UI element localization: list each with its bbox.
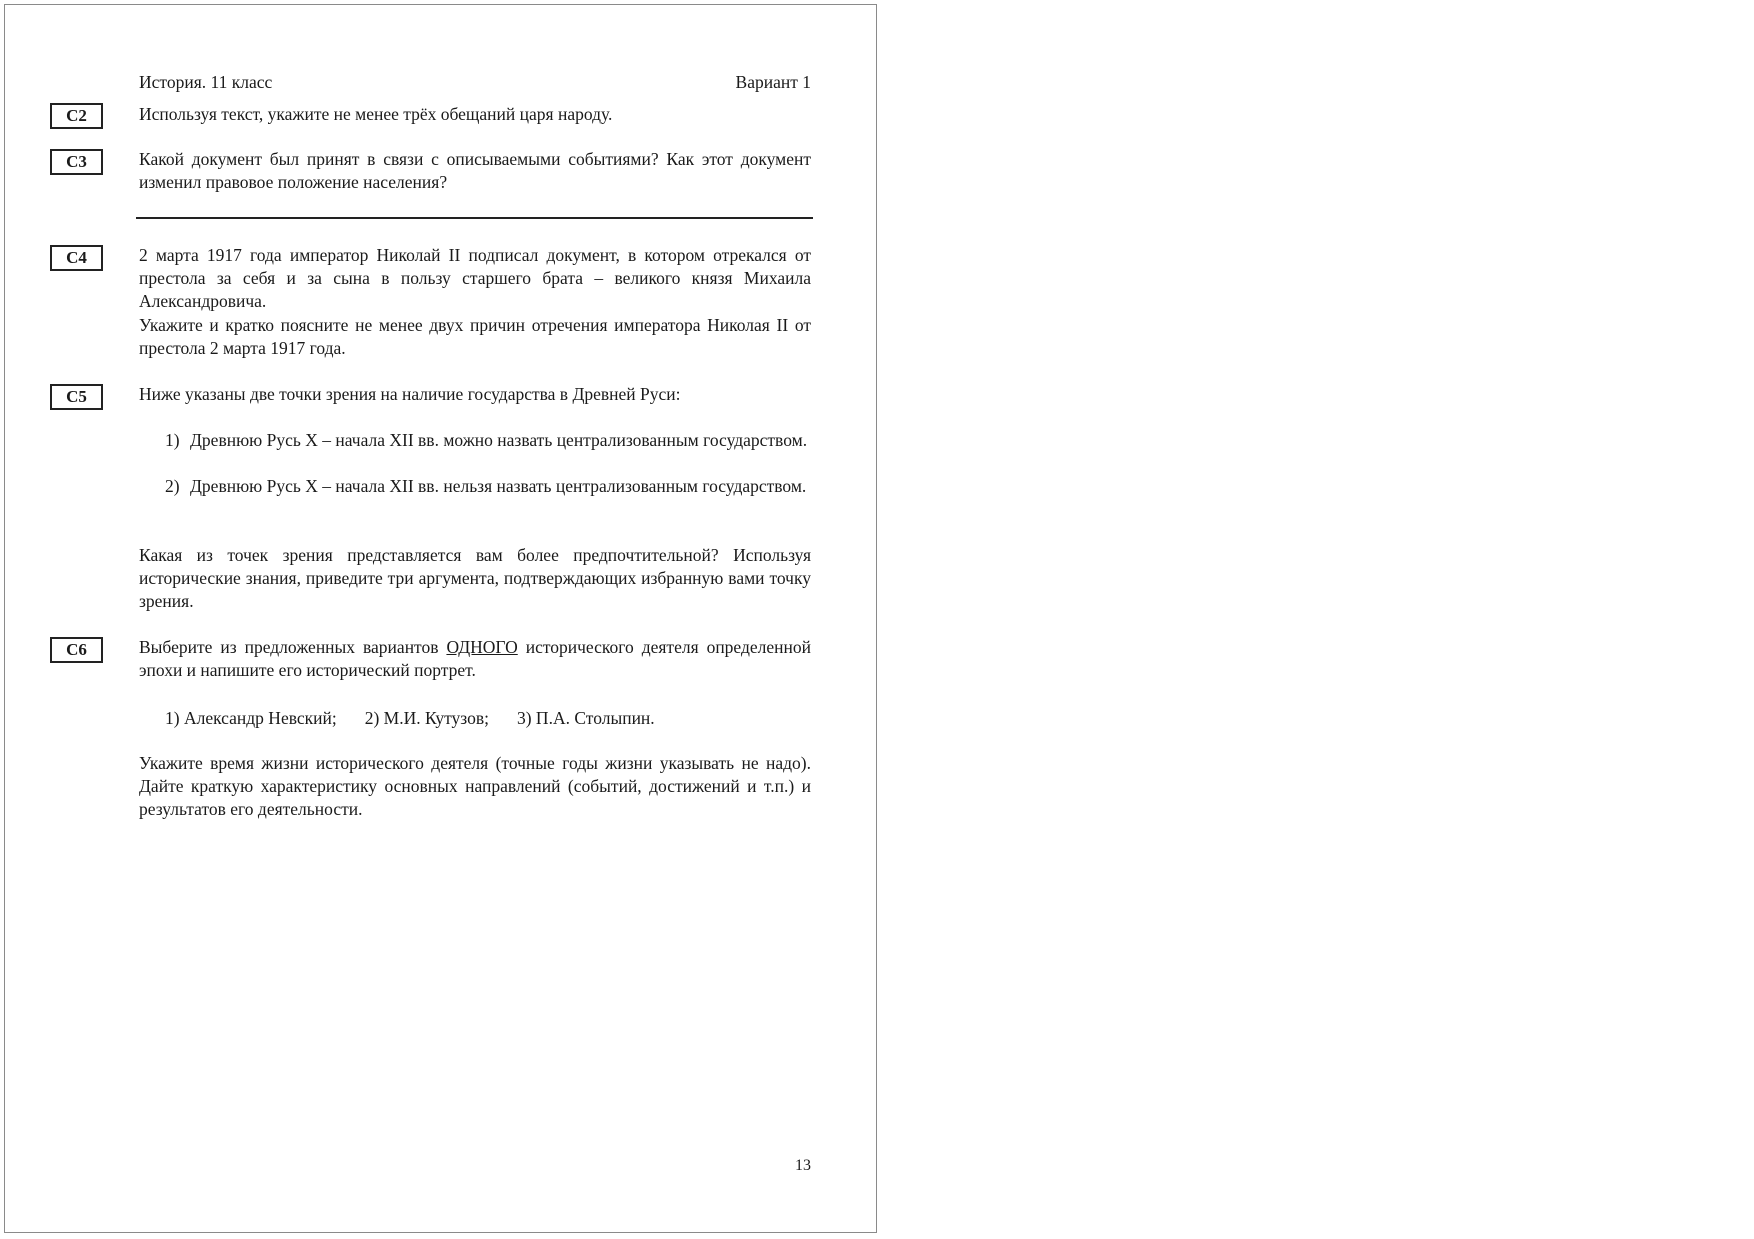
task-c2-text: Используя текст, укажите не менее трёх обещаний царя народу. [139, 104, 613, 124]
list-item-number: 1) [165, 430, 180, 450]
task-c6-text-start: Выберите из предложенных вариантов [139, 637, 447, 657]
task-label-c6: C6 [50, 637, 103, 663]
task-label-c2: C2 [50, 103, 103, 129]
task-c3-text: Какой документ был принят в связи с описываемыми событиями? Как этот документ изменил правовое положение населения? [139, 149, 811, 192]
candidate-item: 2) М.И. Кутузов; [364, 708, 489, 728]
exam-page [4, 4, 877, 1233]
task-label-c5: C5 [50, 384, 103, 410]
list-item [165, 475, 811, 498]
list-item-text: Древнюю Русь X – начала XII вв. можно назвать централизованным государством. [190, 430, 808, 450]
task-c4-question: Укажите и кратко поясните не менее двух причин отречения императора Николая II от престола 2 марта 1917 года. [139, 315, 811, 358]
task-label-c3: C3 [50, 149, 103, 175]
task-c5-question: Какая из точек зрения представляется вам более предпочтительной? Используя исторические знания, приведите три аргумента, подтверждающих избранную вами точку зрения. [139, 545, 811, 611]
answer-line [136, 217, 813, 219]
candidate-list [165, 707, 683, 730]
page-number: 13 [795, 1157, 811, 1174]
task-c6-emphasis: ОДНОГО [446, 637, 518, 657]
list-item-text: Древнюю Русь X – начала XII вв. нельзя назвать централизованным государством. [190, 476, 807, 496]
task-c5-intro: Ниже указаны две точки зрения на наличие государства в Древней Руси: [139, 384, 681, 404]
task-c4-text: 2 марта 1917 года император Николай II подписал документ, в котором отрекался от престола за себя и за сына в пользу старшего брата – великого князя Михаила Александровича. [139, 245, 811, 311]
task-c6-text-end: исторического деятеля определенной эпохи и напишите его исторический портрет. [139, 637, 811, 680]
candidate-item: 1) Александр Невский; [165, 708, 337, 728]
task-c6-text [139, 636, 811, 682]
header-subject: История. 11 класс [139, 72, 273, 92]
list-item [165, 429, 811, 452]
candidate-item: 3) П.А. Столыпин. [516, 708, 655, 728]
list-item-number: 2) [165, 476, 180, 496]
task-label-c4: C4 [50, 245, 103, 271]
header-variant: Вариант 1 [735, 72, 811, 92]
task-c6-instructions: Укажите время жизни исторического деятеля (точные годы жизни указывать не надо). Дайте краткую характеристику основных направлений (событий, достижений и т.п.) и результатов его деятельности. [139, 753, 811, 819]
